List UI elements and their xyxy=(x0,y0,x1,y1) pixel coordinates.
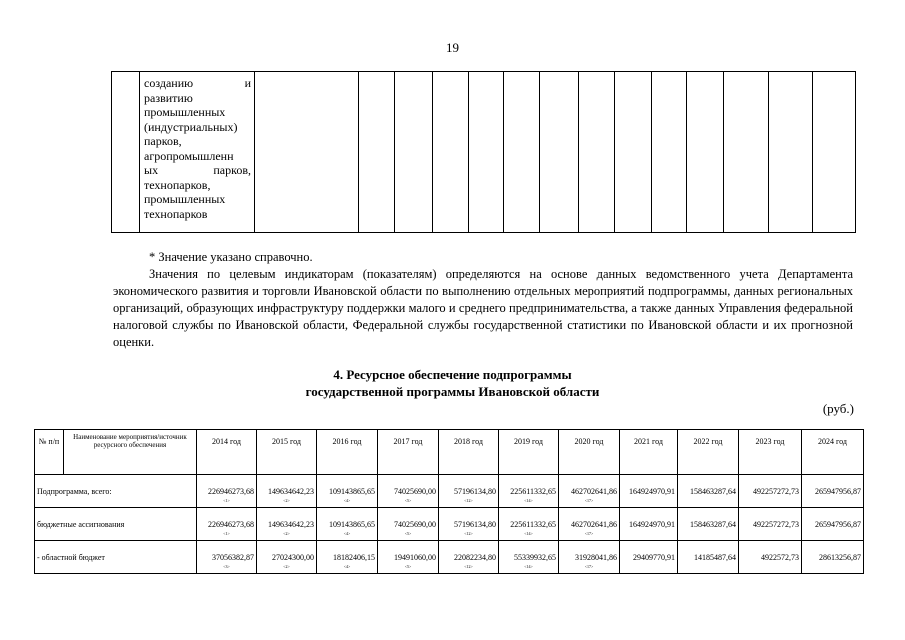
value-cell: 265947956,87 xyxy=(802,508,864,541)
column-header: № п/п xyxy=(35,430,64,475)
value-cell: 225611332,65 <14> xyxy=(499,508,559,541)
table-cell xyxy=(687,72,724,233)
value-cell: 164924970,91 xyxy=(620,475,678,508)
table-cell xyxy=(504,72,540,233)
value-cell: 462702641,86 <17> xyxy=(559,475,620,508)
value-cell: 57196134,80 <12> xyxy=(439,508,499,541)
value-cell: 22082234,80 <12> xyxy=(439,541,499,574)
column-header: 2021 год xyxy=(620,430,678,475)
name-line: промышленных xyxy=(144,105,226,119)
table-cell xyxy=(469,72,504,233)
value-cell: 462702641,86 <17> xyxy=(559,508,620,541)
footnote: * Значение указано справочно. xyxy=(149,250,313,264)
table-cell xyxy=(724,72,769,233)
table-row xyxy=(35,541,864,574)
column-header: 2016 год xyxy=(317,430,378,475)
value-cell: 18182406,15 <4> xyxy=(317,541,378,574)
resource-table xyxy=(34,429,864,574)
header-row xyxy=(35,430,864,475)
footnote-ref: <1> xyxy=(223,531,230,536)
value-cell: 158463287,64 xyxy=(678,475,739,508)
table-row xyxy=(112,72,856,233)
column-header: 2015 год xyxy=(257,430,317,475)
footnote-ref: <5> xyxy=(404,531,412,536)
footnote-ref: <5> xyxy=(404,498,412,503)
value-cell: 57196134,80 <12> xyxy=(439,475,499,508)
table-cell xyxy=(652,72,687,233)
footnote-ref: <17> xyxy=(584,531,594,536)
value-cell: 225611332,65 <14> xyxy=(499,475,559,508)
section-title: 4. Ресурсное обеспечение подпрограммы xyxy=(333,367,572,382)
footnote-ref: <2> xyxy=(283,564,290,569)
column-header: 2014 год xyxy=(197,430,257,475)
value-cell: 149634642,23 <2> xyxy=(257,508,317,541)
column-header: 2018 год xyxy=(439,430,499,475)
name-line: созданию и xyxy=(144,76,251,90)
value-cell: 226946273,68 <1> xyxy=(197,508,257,541)
row-label: Подпрограмма, всего: xyxy=(35,475,197,508)
value-cell: 149634642,23 <2> xyxy=(257,475,317,508)
footnote-ref: <12> xyxy=(464,531,473,536)
table-row xyxy=(35,508,864,541)
row-label: - областной бюджет xyxy=(35,541,197,574)
footnote-ref: <12> xyxy=(464,498,473,503)
footnote-ref: <1> xyxy=(223,498,230,503)
footnote-ref: <14> xyxy=(524,564,533,569)
table-cell xyxy=(579,72,615,233)
table-cell xyxy=(769,72,813,233)
name-line: промышленных xyxy=(144,192,226,206)
footnote-ref: <17> xyxy=(584,498,594,503)
column-header: 2022 год xyxy=(678,430,739,475)
column-header: 2019 год xyxy=(499,430,559,475)
value-cell: 74025690,00 <5> xyxy=(378,475,439,508)
paragraph: Значения по целевым индикаторам (показателям) определяются на основе данных ведомственного учета Департамента экономического развития и торговли Ивановской области по выполнению отдельных мероприятий подпрограммы, данных региональных организаций, образующих инфраструктуру поддержки малого и среднего предпринимательства, а также данных Управления федеральной налоговой службы по Ивановской области, Федеральной службы государственной статистики по Ивановской области и их прогнозной оценки. xyxy=(113,267,853,349)
value-cell: 109143865,65 <4> xyxy=(317,475,378,508)
section-subtitle: государственной программы Ивановской области xyxy=(305,384,600,399)
name-line: (индустриальных) xyxy=(144,119,238,134)
name-line: ых парков, xyxy=(144,163,251,177)
row-label: бюджетные ассигнования xyxy=(35,508,197,541)
footnote-ref: <4> xyxy=(343,564,351,569)
column-header: Наименование мероприятия/источник ресурсного обеспечения xyxy=(64,430,197,475)
value-cell: 109143865,65 <4> xyxy=(317,508,378,541)
name-line: развитию xyxy=(144,90,193,105)
value-cell: 164924970,91 xyxy=(620,508,678,541)
footnote-ref: <3> xyxy=(223,564,230,569)
column-header: 2017 год xyxy=(378,430,439,475)
footnote-ref: <2> xyxy=(283,531,290,536)
column-header: 2023 год xyxy=(739,430,802,475)
table-cell xyxy=(359,72,395,233)
footnote-ref: <4> xyxy=(343,531,351,536)
column-header: 2024 год xyxy=(802,430,864,475)
value-cell: 226946273,68 <1> xyxy=(197,475,257,508)
table-cell xyxy=(395,72,433,233)
event-name-cell xyxy=(140,72,255,233)
value-cell: 27024300,00 <2> xyxy=(257,541,317,574)
footnote-ref: <17> xyxy=(584,564,594,569)
name-line: парков, xyxy=(144,134,182,148)
value-cell: 158463287,64 xyxy=(678,508,739,541)
value-cell: 29409770,91 xyxy=(620,541,678,574)
currency-unit: (руб.) xyxy=(822,401,854,416)
table-row xyxy=(35,475,864,508)
footnote-ref: <14> xyxy=(524,531,533,536)
footnote-ref: <12> xyxy=(464,564,473,569)
table-cell xyxy=(540,72,579,233)
value-cell: 14185487,64 xyxy=(678,541,739,574)
page-number: 19 xyxy=(446,40,459,55)
footnote-ref: <4> xyxy=(343,498,351,503)
table-cell xyxy=(813,72,856,233)
value-cell: 37056382,87 <3> xyxy=(197,541,257,574)
name-line: технопарков xyxy=(144,206,208,221)
column-header: 2020 год xyxy=(559,430,620,475)
footnote-ref: <2> xyxy=(283,498,290,503)
table-cell xyxy=(433,72,469,233)
value-cell: 492257272,73 xyxy=(739,475,802,508)
footnote-ref: <14> xyxy=(524,498,533,503)
value-cell: 55339932,65 <14> xyxy=(499,541,559,574)
value-cell: 492257272,73 xyxy=(739,508,802,541)
continuation-table xyxy=(111,71,856,233)
name-line: агропромышленн xyxy=(144,148,234,163)
table-cell xyxy=(112,72,140,233)
value-cell: 31928041,86 <17> xyxy=(559,541,620,574)
value-cell: 19491060,00 <5> xyxy=(378,541,439,574)
value-cell: 4922572,73 xyxy=(739,541,802,574)
value-cell: 28613256,87 xyxy=(802,541,864,574)
value-cell: 265947956,87 xyxy=(802,475,864,508)
footnote-ref: <5> xyxy=(404,564,412,569)
name-line: технопарков, xyxy=(144,177,211,192)
value-cell: 74025690,00 <5> xyxy=(378,508,439,541)
table-cell xyxy=(615,72,652,233)
table-cell xyxy=(255,72,359,233)
